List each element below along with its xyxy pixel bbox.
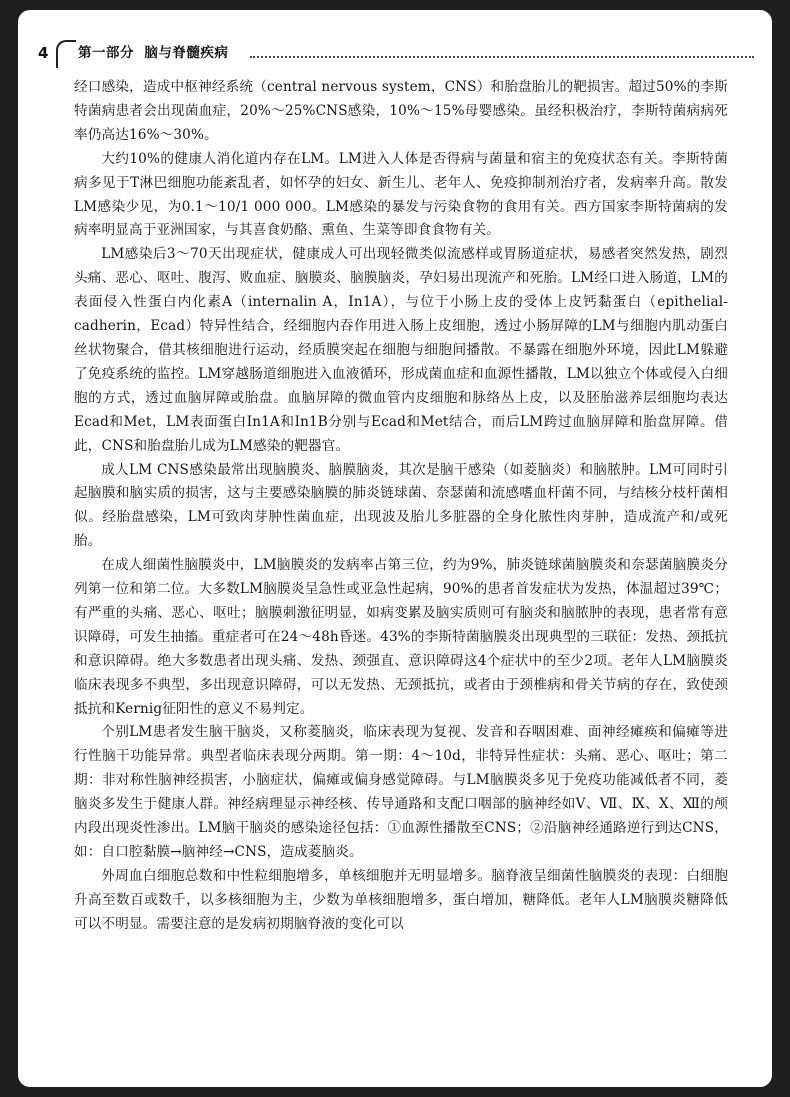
page-number: 4 xyxy=(38,44,49,62)
running-header xyxy=(18,36,772,70)
chapter-title: 第一部分 脑与脊髓疾病 xyxy=(78,45,229,61)
paragraph: 个别LM患者发生脑干脑炎，又称菱脑炎，临床表现为复视、发音和吞咽困难、面神经瘫痪和偏瘫等进行性脑干功能异常。典型者临床表现分两期。第一期：4～10d，非特异性症状：头痛、恶心、呕吐；第二期：非对称性脑神经损害，小脑症状，偏瘫或偏身感觉障碍。与LM脑膜炎多见于免疫功能减低者不同，菱脑炎多发生于健康人群。神经病理显示神经核、传导通路和支配口咽部的脑神经如Ⅴ、Ⅶ、Ⅸ、Ⅹ、Ⅻ的颅内段出现炎性渗出。LM脑干脑炎的感染途径包括：①血源性播散至CNS；②沿脑神经通路逆行到达CNS，如：自口腔黏膜→脑神经→CNS，造成菱脑炎。 xyxy=(74,724,728,860)
body-text xyxy=(74,76,728,937)
paragraph: 大约10%的健康人消化道内存在LM。LM进入人体是否得病与菌量和宿主的免疫状态有关。李斯特菌病多见于T淋巴细胞功能紊乱者，如怀孕的妇女、新生儿、老年人、免疫抑制剂治疗者，发病率升高。散发LM感染少见，为0.1～10/1 000 000。LM感染的暴发与污染食物的食用有关。西方国家李斯特菌病的发病率明显高于亚洲国家，与其喜食奶酪、熏鱼、生菜等即食食物有关。 xyxy=(74,150,728,239)
book-page xyxy=(18,10,772,1087)
paragraph: 成人LM CNS感染最常出现脑膜炎、脑膜脑炎，其次是脑干感染（如菱脑炎）和脑脓肿。LM可同时引起脑膜和脑实质的损害，这与主要感染脑膜的肺炎链球菌、奈瑟菌和流感嗜血杆菌不同，与结核分枝杆菌相似。经胎盘感染，LM可致肉芽肿性菌血症，出现波及胎儿多脏器的全身化脓性肉芽肿，造成流产和/或死胎。 xyxy=(74,461,728,550)
paragraph: 在成人细菌性脑膜炎中，LM脑膜炎的发病率占第三位，约为9%，肺炎链球菌脑膜炎和奈瑟菌脑膜炎分列第一位和第二位。大多数LM脑膜炎呈急性或亚急性起病，90%的患者首发症状为发热，体温超过39℃；有严重的头痛、恶心、呕吐；脑膜刺激征明显，如病变累及脑实质则可有脑炎和脑脓肿的表现，患者常有意识障碍，可发生抽搐。重症者可在24～48h昏迷。43%的李斯特菌脑膜炎出现典型的三联征：发热、颈抵抗和意识障碍。绝大多数患者出现头痛、发热、颈强直、意识障碍这4个症状中的至少2项。老年人LM脑膜炎临床表现多不典型，多出现意识障碍，可以无发热、无颈抵抗，或者由于颈椎病和骨关节病的存在，致使颈抵抗和Kernig征阳性的意义不易判定。 xyxy=(74,557,728,717)
header-dotted-rule xyxy=(250,56,754,58)
paragraph: LM感染后3～70天出现症状，健康成人可出现轻微类似流感样或胃肠道症状，易感者突然发热，剧烈头痛、恶心、呕吐、腹泻、败血症、脑膜炎、脑膜脑炎，孕妇易出现流产和死胎。LM经口进入肠道，LM的表面侵入性蛋白内化素A（internalin A，In1A），与位于小肠上皮的受体上皮钙黏蛋白（epithelial-cadherin，Ecad）特异性结合，经细胞内吞作用进入肠上皮细胞，透过小肠屏障的LM与细胞内肌动蛋白丝状物聚合，借其核细胞进行运动，经质膜突起在细胞与细胞间播散。不暴露在细胞外环境，因此LM躲避了免疫系统的监控。LM穿越肠道细胞进入血液循环，形成菌血症和血源性播散，LM以独立个体或侵入白细胞的方式，透过血脑屏障或胎盘。血脑屏障的微血管内皮细胞和脉络丛上皮，以及胚胎滋养层细胞均表达Ecad和Met，LM表面蛋白In1A和In1B分别与Ecad和Met结合，而后LM跨过血脑屏障和胎盘屏障。借此，CNS和胎盘胎儿成为LM感染的靶器官。 xyxy=(74,246,728,454)
paragraph: 外周血白细胞总数和中性粒细胞增多，单核细胞并无明显增多。脑脊液呈细菌性脑膜炎的表现：白细胞升高至数百或数千，以多核细胞为主，少数为单核细胞增多，蛋白增加，糖降低。老年人LM脑膜炎糖降低可以不明显。需要注意的是发病初期脑脊液的变化可以 xyxy=(74,867,728,932)
header-bracket-decoration xyxy=(56,40,76,68)
paragraph-continued: 经口感染，造成中枢神经系统（central nervous system，CNS）和胎盘胎儿的靶损害。超过50%的李斯特菌病患者会出现菌血症，20%～25%CNS感染，10%～15%母婴感染。虽经积极治疗，李斯特菌病病死率仍高达16%～30%。 xyxy=(74,79,728,143)
